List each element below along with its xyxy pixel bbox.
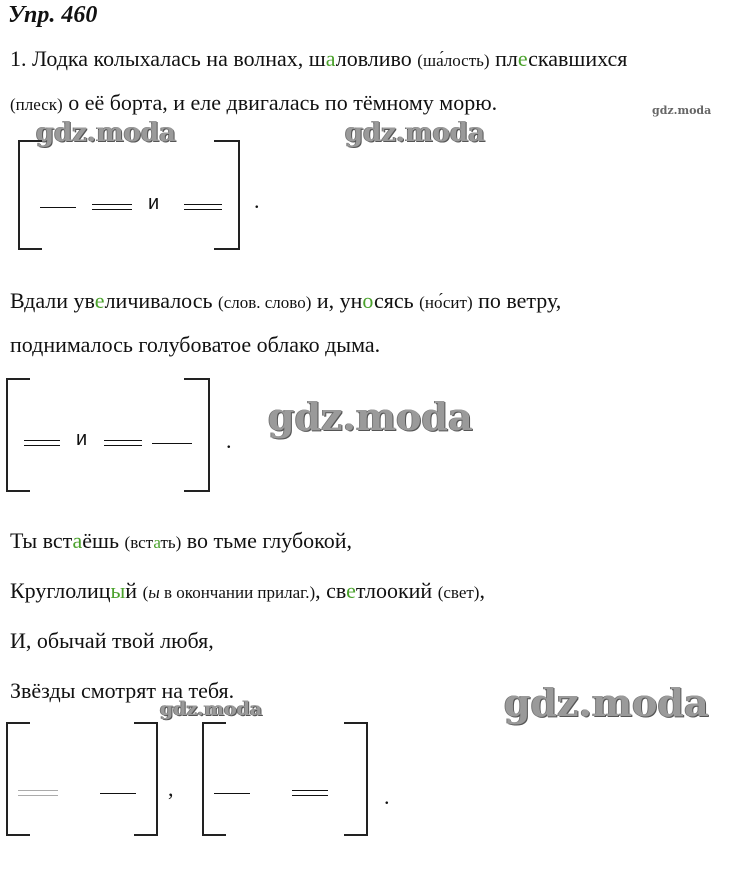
watermark: gdz.moda	[345, 118, 486, 148]
scheme-3b-right-bracket	[344, 722, 368, 836]
predicate-line	[104, 440, 142, 446]
subject-line	[214, 793, 250, 794]
subject-line	[100, 793, 136, 794]
scheme-3a-right-bracket	[134, 722, 158, 836]
watermark: gdz.moda	[504, 680, 709, 725]
poem-line-2: Круглолицый (ы в окончании прилаг.), светлоокий (свет),	[10, 578, 485, 603]
conjunction-i: и	[148, 192, 160, 214]
poem-line-4: Звёзды смотрят на тебя.	[10, 678, 235, 703]
scheme-1-right-bracket	[214, 140, 240, 250]
scheme-3a-left-bracket	[6, 722, 30, 836]
scheme-period: .	[226, 428, 232, 453]
predicate-line	[184, 204, 222, 210]
poem-line-1: Ты встаёшь (встать) во тьме глубокой,	[10, 528, 352, 553]
scheme-3b-left-bracket	[202, 722, 226, 836]
scheme-period: .	[384, 784, 390, 809]
scheme-1-left-bracket	[18, 140, 42, 250]
watermark: gdz.moda	[652, 104, 712, 117]
sentence-2-line-2: поднималось голубоватое облако дыма.	[10, 332, 381, 357]
watermark: gdz.moda	[268, 394, 473, 439]
predicate-line	[92, 204, 132, 210]
predicate-line	[292, 790, 328, 796]
poem-line-3: И, обычай твой любя,	[10, 628, 214, 653]
sentence-1-line-2: (плеск) о её борта, и еле двигалась по тёмному морю.	[10, 90, 498, 115]
watermark: gdz.moda	[160, 698, 263, 720]
watermark: gdz.moda	[36, 118, 177, 148]
scheme-2-right-bracket	[184, 378, 210, 492]
predicate-line	[18, 790, 58, 796]
hint-shalost: (ша ́лость)	[417, 51, 489, 70]
subject-line	[40, 207, 76, 208]
hint-nosit: (но ́сит)	[419, 293, 472, 312]
sentence-1-line-1: 1. Лодка колыхалась на волнах, шаловливо (ша ́лость) плескавшихся	[10, 46, 752, 72]
conjunction-i: и	[76, 428, 88, 450]
scheme-comma: ,	[168, 776, 174, 801]
exercise-title: Упр. 460	[8, 2, 98, 28]
scheme-period: .	[254, 188, 260, 213]
scheme-2-left-bracket	[6, 378, 30, 492]
sentence-2-line-1: Вдали увеличивалось (слов. слово) и, уносясь (но ́сит) по ветру,	[10, 288, 752, 314]
subject-line	[152, 443, 192, 444]
predicate-line	[24, 440, 60, 446]
